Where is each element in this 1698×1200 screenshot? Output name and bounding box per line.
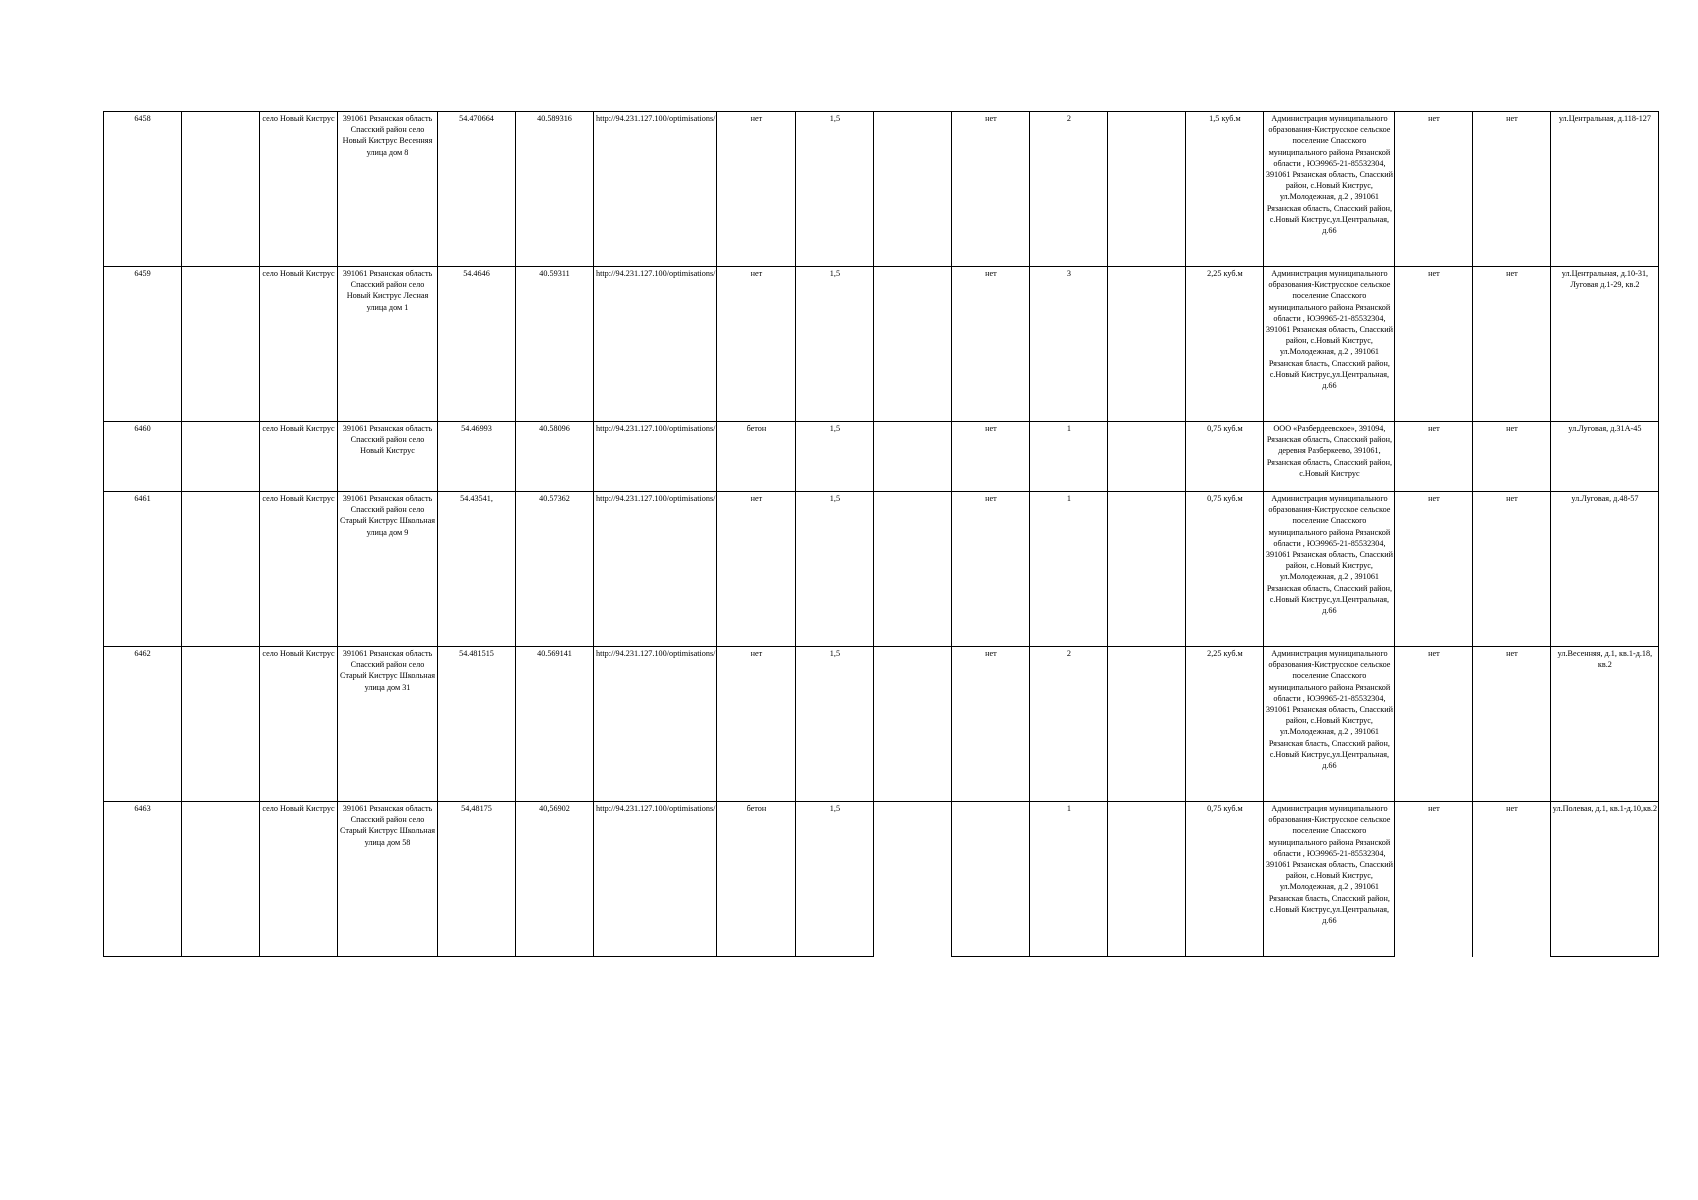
row-number: 6462 bbox=[104, 647, 182, 802]
empty-cell bbox=[1108, 647, 1186, 802]
volume-cell: 0,75 куб.м bbox=[1186, 492, 1264, 647]
surface-cell: нет bbox=[717, 492, 796, 647]
column-16-cell: нет bbox=[1473, 267, 1551, 422]
empty-cell bbox=[1108, 802, 1186, 957]
empty-cell bbox=[182, 267, 260, 422]
column-16-cell: нет bbox=[1473, 802, 1551, 957]
column-16-cell: нет bbox=[1473, 422, 1551, 492]
empty-cell bbox=[182, 112, 260, 267]
longitude-cell: 40.589316 bbox=[516, 112, 594, 267]
empty-cell bbox=[1108, 422, 1186, 492]
table-row bbox=[104, 492, 1659, 647]
owner-cell: ООО «Разбердеевское», 391094, Рязанская область, Спасский район, деревня Разберкеево, 391061, Рязанская область, Спасский район, с.Новый Киструс bbox=[1264, 422, 1395, 492]
area-cell: 1,5 bbox=[796, 492, 874, 647]
fence-cell: нет bbox=[952, 492, 1030, 647]
column-15-cell: нет bbox=[1395, 422, 1473, 492]
latitude-cell: 54.43541, bbox=[438, 492, 516, 647]
gap-cell bbox=[874, 492, 952, 647]
latitude-cell: 54.4646 bbox=[438, 267, 516, 422]
surface-cell: нет bbox=[717, 112, 796, 267]
gap-cell bbox=[874, 647, 952, 802]
address-cell: 391061 Рязанская область Спасский район село Старый Киструс Школьная улица дом 9 bbox=[338, 492, 438, 647]
empty-cell bbox=[1108, 267, 1186, 422]
surface-cell: нет bbox=[717, 647, 796, 802]
volume-cell: 2,25 куб.м bbox=[1186, 267, 1264, 422]
column-15-cell: нет bbox=[1395, 802, 1473, 957]
longitude-cell: 40.569141 bbox=[516, 647, 594, 802]
empty-cell bbox=[182, 492, 260, 647]
settlement-cell: село Новый Киструс bbox=[260, 112, 338, 267]
surface-cell: нет bbox=[717, 267, 796, 422]
fence-cell: нет bbox=[952, 267, 1030, 422]
owner-cell: Администрация муниципального образования-Киструсское сельское поселение Спасского муниципального района Рязанской области , ЮЭ9965-21-85532304, 391061 Рязанская область, Спасский район, с.Новый Киструс, ул.Молодежная, д.2 , 391061 Рязанская область, Спасский район, с.Новый Киструс,ул.Центральная, д.66 bbox=[1264, 492, 1395, 647]
address-cell: 391061 Рязанская область Спасский район село Старый Киструс Школьная улица дом 58 bbox=[338, 802, 438, 957]
owner-cell: Администрация муниципального образования-Киструсское сельское поселение Спасского муниципального района Рязанской области , ЮЭ9965-21-85532304, 391061 Рязанская область, Спасский район, с.Новый Киструс, ул.Молодежная, д.2 , 391061 Рязанская бласть, Спасский район, с.Новый Киструс,ул.Центральная, д.66 bbox=[1264, 802, 1395, 957]
containers-cell: 2 bbox=[1030, 647, 1108, 802]
latitude-cell: 54,48175 bbox=[438, 802, 516, 957]
owner-cell: Администрация муниципального образования-Киструсское сельское поселение Спасского муниципального района Рязанской области , ЮЭ9965-21-85532304, 391061 Рязанская область, Спасский район, с.Новый Киструс, ул.Молодежная, д.2 , 391061 Рязанская бласть, Спасский район, с.Новый Киструс,ул.Центральная, д.66 bbox=[1264, 647, 1395, 802]
longitude-cell: 40.57362 bbox=[516, 492, 594, 647]
empty-cell bbox=[182, 647, 260, 802]
settlement-cell: село Новый Киструс bbox=[260, 647, 338, 802]
row-number: 6458 bbox=[104, 112, 182, 267]
settlement-cell: село Новый Киструс bbox=[260, 802, 338, 957]
column-15-cell: нет bbox=[1395, 267, 1473, 422]
empty-cell bbox=[182, 802, 260, 957]
longitude-cell: 40.58096 bbox=[516, 422, 594, 492]
area-cell: 1,5 bbox=[796, 647, 874, 802]
served-objects-cell: ул.Центральная, д.10-31, Луговая д.1-29, кв.2 bbox=[1551, 267, 1659, 422]
area-cell: 1,5 bbox=[796, 802, 874, 957]
registry-table bbox=[103, 111, 1659, 957]
served-objects-cell: ул.Полевая, д.1, кв.1-д.10,кв.2 bbox=[1551, 802, 1659, 957]
table-row bbox=[104, 802, 1659, 957]
served-objects-cell: ул.Центральная, д.118-127 bbox=[1551, 112, 1659, 267]
address-cell: 391061 Рязанская область Спасский район село Старый Киструс Школьная улица дом 31 bbox=[338, 647, 438, 802]
owner-cell: Администрация муниципального образования-Киструсское сельское поселение Спасского муниципального района Рязанской области , ЮЭ9965-21-85532304, 391061 Рязанская область, Спасский район, с.Новый Киструс, ул.Молодежная, д.2 , 391061 Рязанская область, Спасский район, с.Новый Киструс,ул.Центральная, д.66 bbox=[1264, 112, 1395, 267]
settlement-cell: село Новый Киструс bbox=[260, 422, 338, 492]
table-row bbox=[104, 112, 1659, 267]
containers-cell: 1 bbox=[1030, 492, 1108, 647]
table-row bbox=[104, 647, 1659, 802]
gap-cell bbox=[874, 422, 952, 492]
containers-cell: 3 bbox=[1030, 267, 1108, 422]
column-15-cell: нет bbox=[1395, 112, 1473, 267]
longitude-cell: 40,56902 bbox=[516, 802, 594, 957]
containers-cell: 1 bbox=[1030, 422, 1108, 492]
url-cell: http://94.231.127.100/optimisations/ bbox=[594, 267, 717, 422]
longitude-cell: 40.59311 bbox=[516, 267, 594, 422]
owner-cell: Администрация муниципального образования-Киструсское сельское поселение Спасского муниципального района Рязанской области , ЮЭ9965-21-85532304, 391061 Рязанская область, Спасский район, с.Новый Киструс, ул.Молодежная, д.2 , 391061 Рязанская бласть, Спасский район, с.Новый Киструс,ул.Центральная, д.66 bbox=[1264, 267, 1395, 422]
volume-cell: 1,5 куб.м bbox=[1186, 112, 1264, 267]
gap-cell bbox=[874, 112, 952, 267]
column-16-cell: нет bbox=[1473, 112, 1551, 267]
volume-cell: 0,75 куб.м bbox=[1186, 802, 1264, 957]
row-number: 6459 bbox=[104, 267, 182, 422]
area-cell: 1,5 bbox=[796, 267, 874, 422]
empty-cell bbox=[1108, 112, 1186, 267]
latitude-cell: 54.481515 bbox=[438, 647, 516, 802]
address-cell: 391061 Рязанская область Спасский район село Новый Киструс bbox=[338, 422, 438, 492]
latitude-cell: 54.46993 bbox=[438, 422, 516, 492]
volume-cell: 0,75 куб.м bbox=[1186, 422, 1264, 492]
containers-cell: 1 bbox=[1030, 802, 1108, 957]
column-16-cell: нет bbox=[1473, 492, 1551, 647]
fence-cell: нет bbox=[952, 422, 1030, 492]
row-number: 6463 bbox=[104, 802, 182, 957]
table-row bbox=[104, 422, 1659, 492]
settlement-cell: село Новый Киструс bbox=[260, 492, 338, 647]
address-cell: 391061 Рязанская область Спасский район село Новый Киструс Лесная улица дом 1 bbox=[338, 267, 438, 422]
row-number: 6461 bbox=[104, 492, 182, 647]
volume-cell: 2,25 куб.м bbox=[1186, 647, 1264, 802]
fence-cell bbox=[952, 802, 1030, 957]
url-cell: http://94.231.127.100/optimisations/ bbox=[594, 112, 717, 267]
served-objects-cell: ул.Луговая, д.48-57 bbox=[1551, 492, 1659, 647]
latitude-cell: 54.470664 bbox=[438, 112, 516, 267]
column-15-cell: нет bbox=[1395, 492, 1473, 647]
gap-cell bbox=[874, 267, 952, 422]
url-cell: http://94.231.127.100/optimisations/ bbox=[594, 492, 717, 647]
fence-cell: нет bbox=[952, 112, 1030, 267]
containers-cell: 2 bbox=[1030, 112, 1108, 267]
gap-cell bbox=[874, 802, 952, 957]
address-cell: 391061 Рязанская область Спасский район село Новый Киструс Весенняя улица дом 8 bbox=[338, 112, 438, 267]
served-objects-cell: ул.Луговая, д.31А-45 bbox=[1551, 422, 1659, 492]
area-cell: 1,5 bbox=[796, 422, 874, 492]
column-16-cell: нет bbox=[1473, 647, 1551, 802]
surface-cell: бетон bbox=[717, 422, 796, 492]
table-row bbox=[104, 267, 1659, 422]
surface-cell: бетон bbox=[717, 802, 796, 957]
row-number: 6460 bbox=[104, 422, 182, 492]
empty-cell bbox=[182, 422, 260, 492]
url-cell: http://94.231.127.100/optimisations/ bbox=[594, 647, 717, 802]
settlement-cell: село Новый Киструс bbox=[260, 267, 338, 422]
fence-cell: нет bbox=[952, 647, 1030, 802]
served-objects-cell: ул.Весенняя, д.1, кв.1-д.18, кв.2 bbox=[1551, 647, 1659, 802]
column-15-cell: нет bbox=[1395, 647, 1473, 802]
area-cell: 1,5 bbox=[796, 112, 874, 267]
url-cell: http://94.231.127.100/optimisations/ bbox=[594, 802, 717, 957]
empty-cell bbox=[1108, 492, 1186, 647]
url-cell: http://94.231.127.100/optimisations/ bbox=[594, 422, 717, 492]
